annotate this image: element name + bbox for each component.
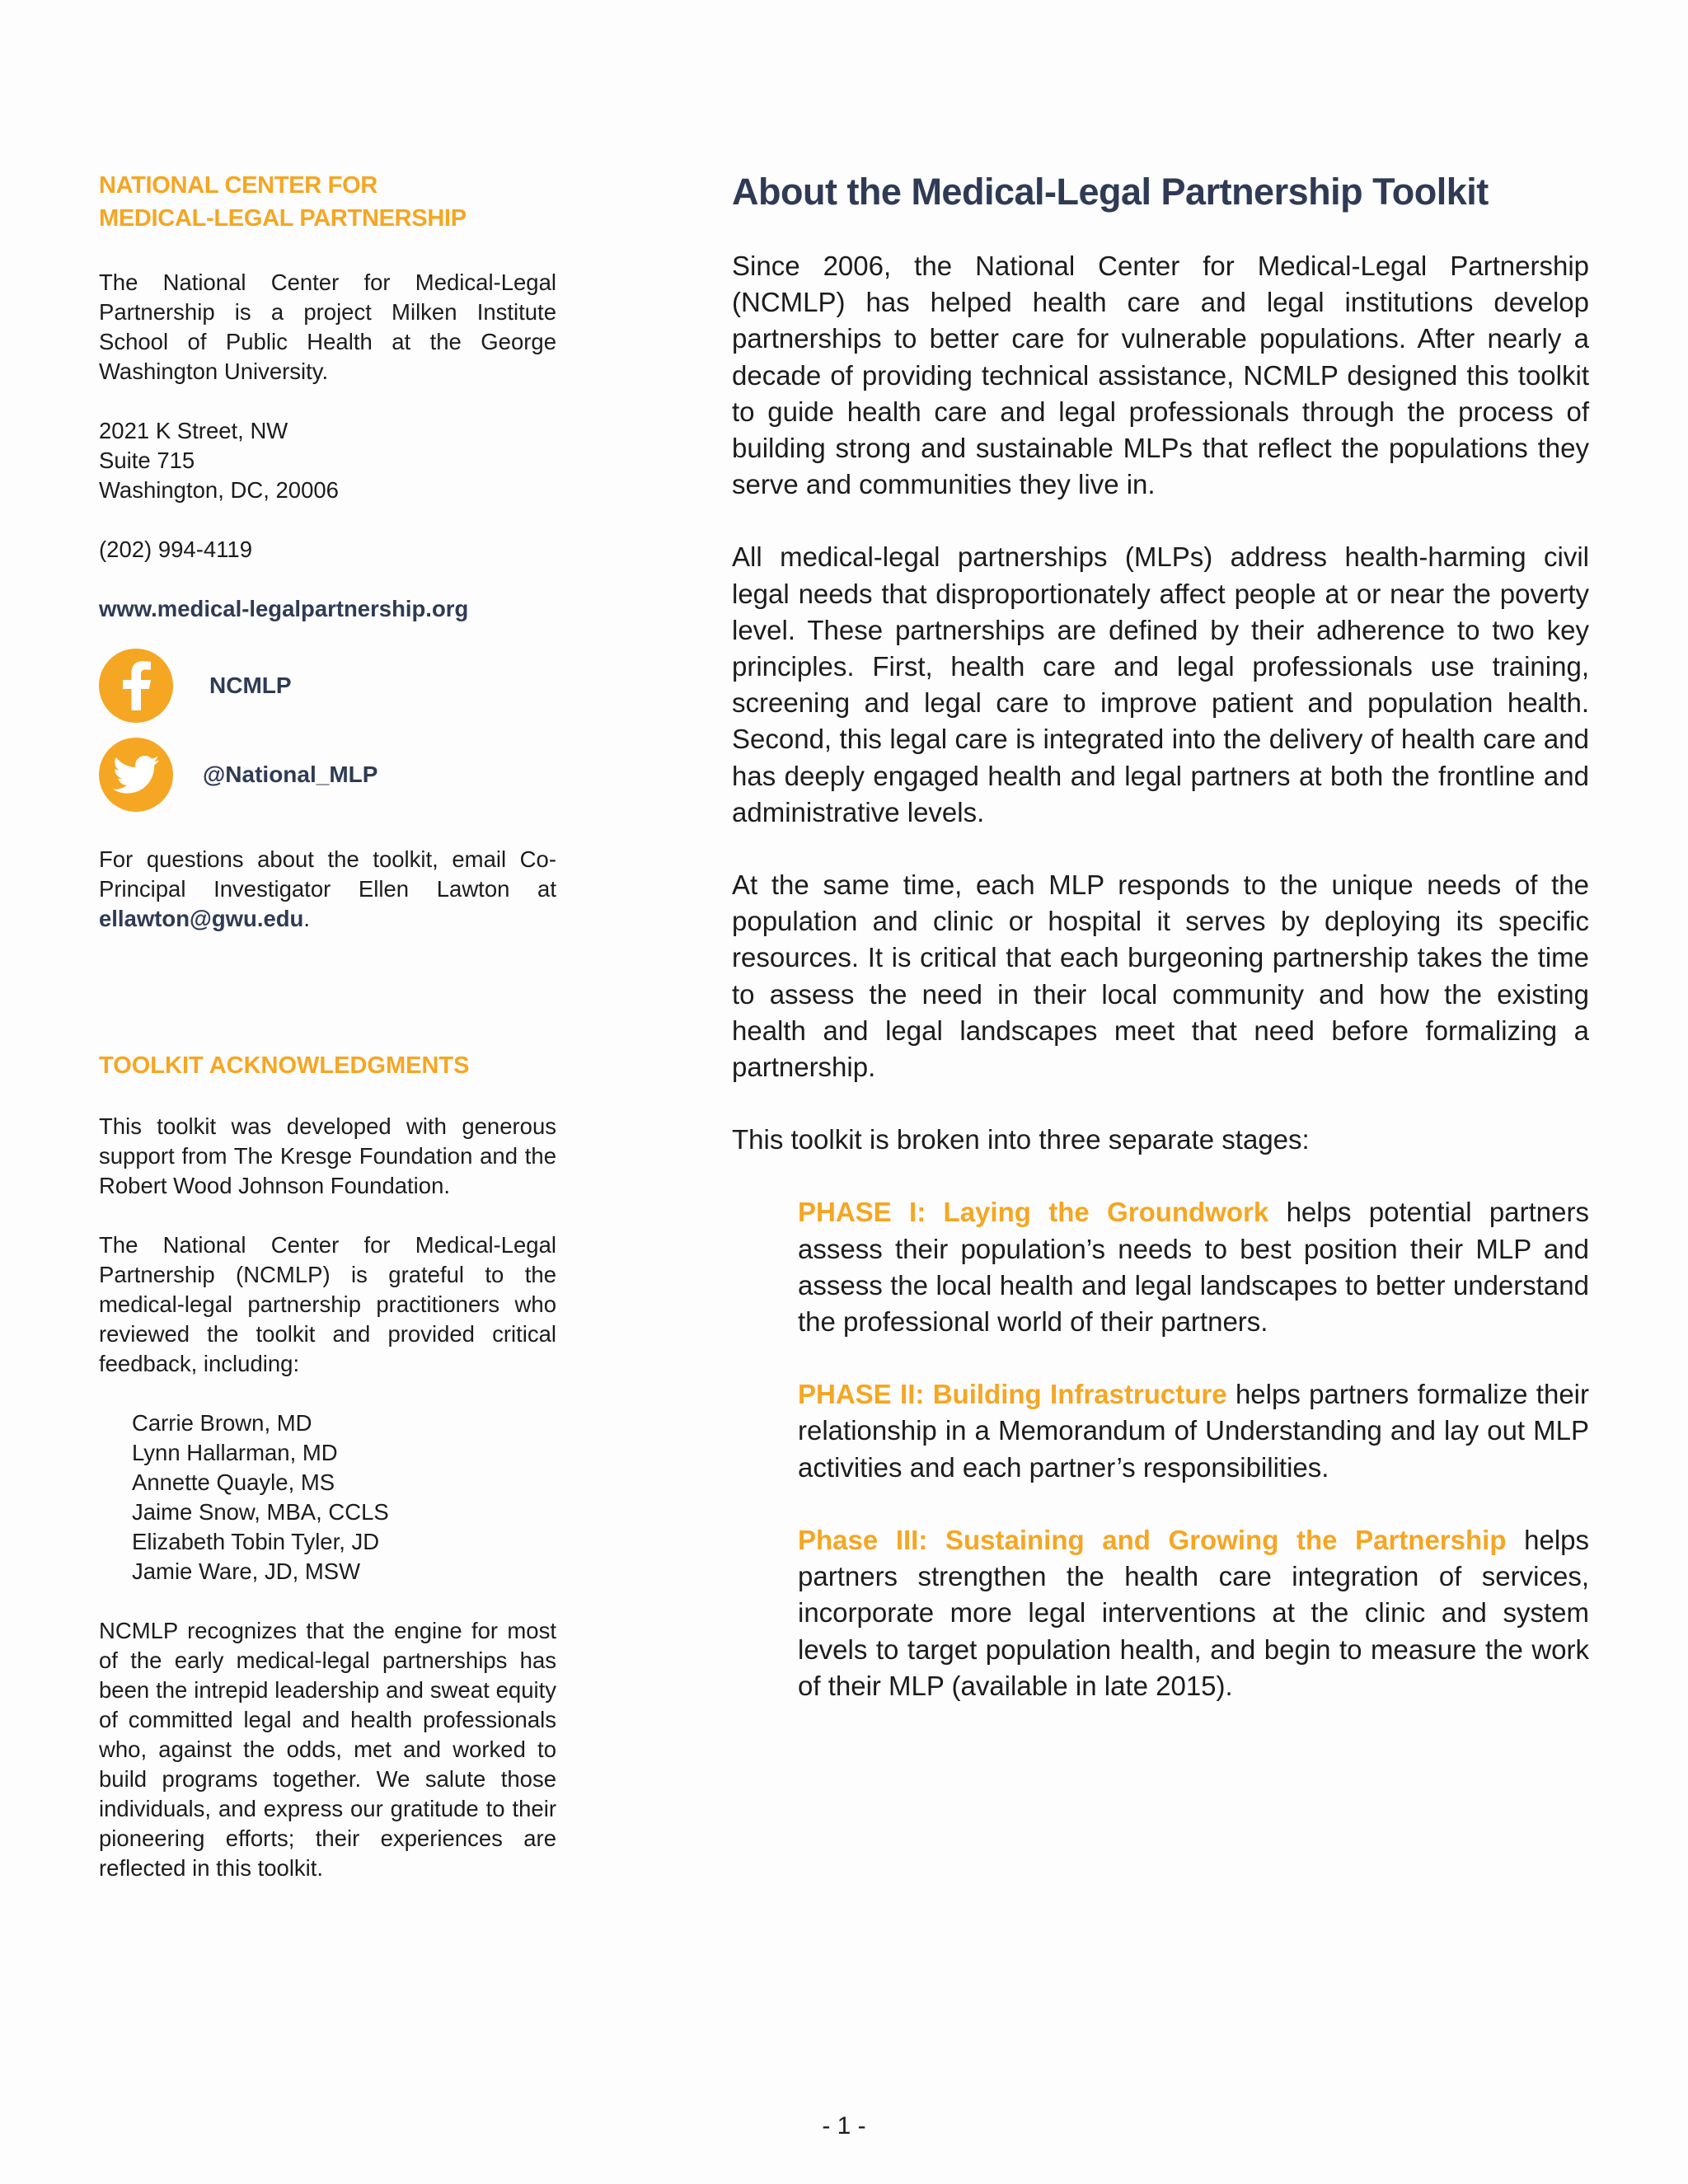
phase-1-label: PHASE I: Laying the Groundwork [798, 1197, 1269, 1228]
page-number: - 1 - [822, 2112, 866, 2139]
facebook-icon[interactable] [99, 649, 173, 723]
facebook-handle[interactable]: NCMLP [209, 673, 292, 698]
reviewer-name: Annette Quayle, MS [132, 1469, 335, 1495]
ack-paragraph-3: NCMLP recognizes that the engine for most of the early medical-legal partnerships has been the intrepid leadership and sweat equity of committed legal and health professionals who, against the odds, met and worked to build programs together. We salute those individuals, and express our gratitude to their pioneering efforts; their experiences are reflected in this toolkit. [99, 1618, 556, 1881]
sidebar [99, 169, 556, 1913]
address-line-3: Washington, DC, 20006 [99, 477, 339, 503]
reviewer-name: Jamie Ware, JD, MSW [132, 1558, 361, 1584]
address-line-2: Suite 715 [99, 448, 195, 473]
org-title [99, 169, 556, 235]
phase-3-description [798, 1522, 1589, 1704]
phase-1-text: helps potential partners assess their population’s needs to best position their MLP and assess the local health and legal landscapes to better understand the professional world of their partners. [798, 1197, 1589, 1338]
acknowledgments-title: TOOLKIT ACKNOWLEDGMENTS [99, 1052, 470, 1079]
questions-period: . [303, 906, 310, 931]
reviewer-name: Lynn Hallarman, MD [132, 1440, 338, 1465]
phase-3-text: helps partners strengthen the health care integration of services, incorporate more legal interventions at the clinic and system levels to target population health, and begin to measure the work of their MLP (available in late 2015). [798, 1524, 1590, 1701]
phase-2-label: PHASE II: Building Infrastructure [798, 1379, 1227, 1410]
org-description: The National Center for Medical-Legal Partnership is a project Milken Institute School of Public Health at the George Washington University. [99, 269, 556, 384]
main-content [732, 169, 1589, 1741]
twitter-icon[interactable] [99, 738, 173, 812]
twitter-handle[interactable]: @National_MLP [203, 762, 378, 787]
ack-paragraph-2: The National Center for Medical-Legal Partnership (NCMLP) is grateful to the medical-legal partnership practitioners who reviewed the toolkit and provided critical feedback, including: [99, 1232, 556, 1376]
org-title-line-2: MEDICAL-LEGAL PARTNERSHIP [99, 205, 467, 232]
phase-2-description [798, 1376, 1589, 1486]
questions-text: For questions about the toolkit, email Co-Principal Investigator Ellen Lawton at [99, 846, 556, 902]
ack-paragraph-1: This toolkit was developed with generous support from The Kresge Foundation and the Robert Wood Johnson Foundation. [99, 1113, 556, 1198]
intro-paragraph-3: At the same time, each MLP responds to the unique needs of the population and clinic or hospital it serves by deploying its specific resources. It is critical that each burgeoning partnership takes the time to assess the need in their local community and how the existing health and legal landscapes meet that need before formalizing a partnership. [732, 869, 1589, 1083]
reviewer-name: Jaime Snow, MBA, CCLS [132, 1499, 389, 1525]
reviewer-name: Carrie Brown, MD [132, 1410, 312, 1436]
facebook-row[interactable] [99, 649, 556, 723]
website-link[interactable]: www.medical-legalpartnership.org [99, 596, 469, 621]
phase-1-description [798, 1194, 1589, 1340]
intro-paragraph-1: Since 2006, the National Center for Medical-Legal Partnership (NCMLP) has helped health care and legal institutions develop partnerships to better care for vulnerable populations. After nearly a decade of providing technical assistance, NCMLP designed this toolkit to guide health care and legal professionals through the process of building strong and sustainable MLPs that reflect the populations they serve and communities they live in. [732, 251, 1589, 500]
phase-3-label: Phase III: Sustaining and Growing the Partnership [798, 1524, 1507, 1555]
address [99, 416, 556, 505]
intro-paragraph-2: All medical-legal partnerships (MLPs) address health-harming civil legal needs that disproportionately affect people at or near the poverty level. These partnerships are defined by their adherence to two key principles. First, health care and legal professionals use training, screening and legal care to improve patient and population health. Second, this legal care is integrated into the delivery of health care and has deeply engaged health and legal partners at both the frontline and administrative levels. [732, 541, 1589, 827]
address-line-1: 2021 K Street, NW [99, 418, 288, 443]
reviewer-list [132, 1408, 556, 1586]
page-title: About the Medical-Legal Partnership Toolkit [732, 171, 1489, 213]
phone-number: (202) 994-4119 [99, 537, 253, 562]
phase-2-text: helps partners formalize their relationship in a Memorandum of Understanding and lay out MLP activities and each partner’s responsibilities. [798, 1379, 1589, 1483]
org-title-line-1: NATIONAL CENTER FOR [99, 172, 377, 199]
contact-email-link[interactable]: ellawton@gwu.edu [99, 906, 304, 931]
twitter-row[interactable] [99, 738, 556, 812]
stages-intro: This toolkit is broken into three separate stages: [732, 1124, 1310, 1155]
reviewer-name: Elizabeth Tobin Tyler, JD [132, 1529, 380, 1554]
questions-paragraph [99, 845, 556, 934]
